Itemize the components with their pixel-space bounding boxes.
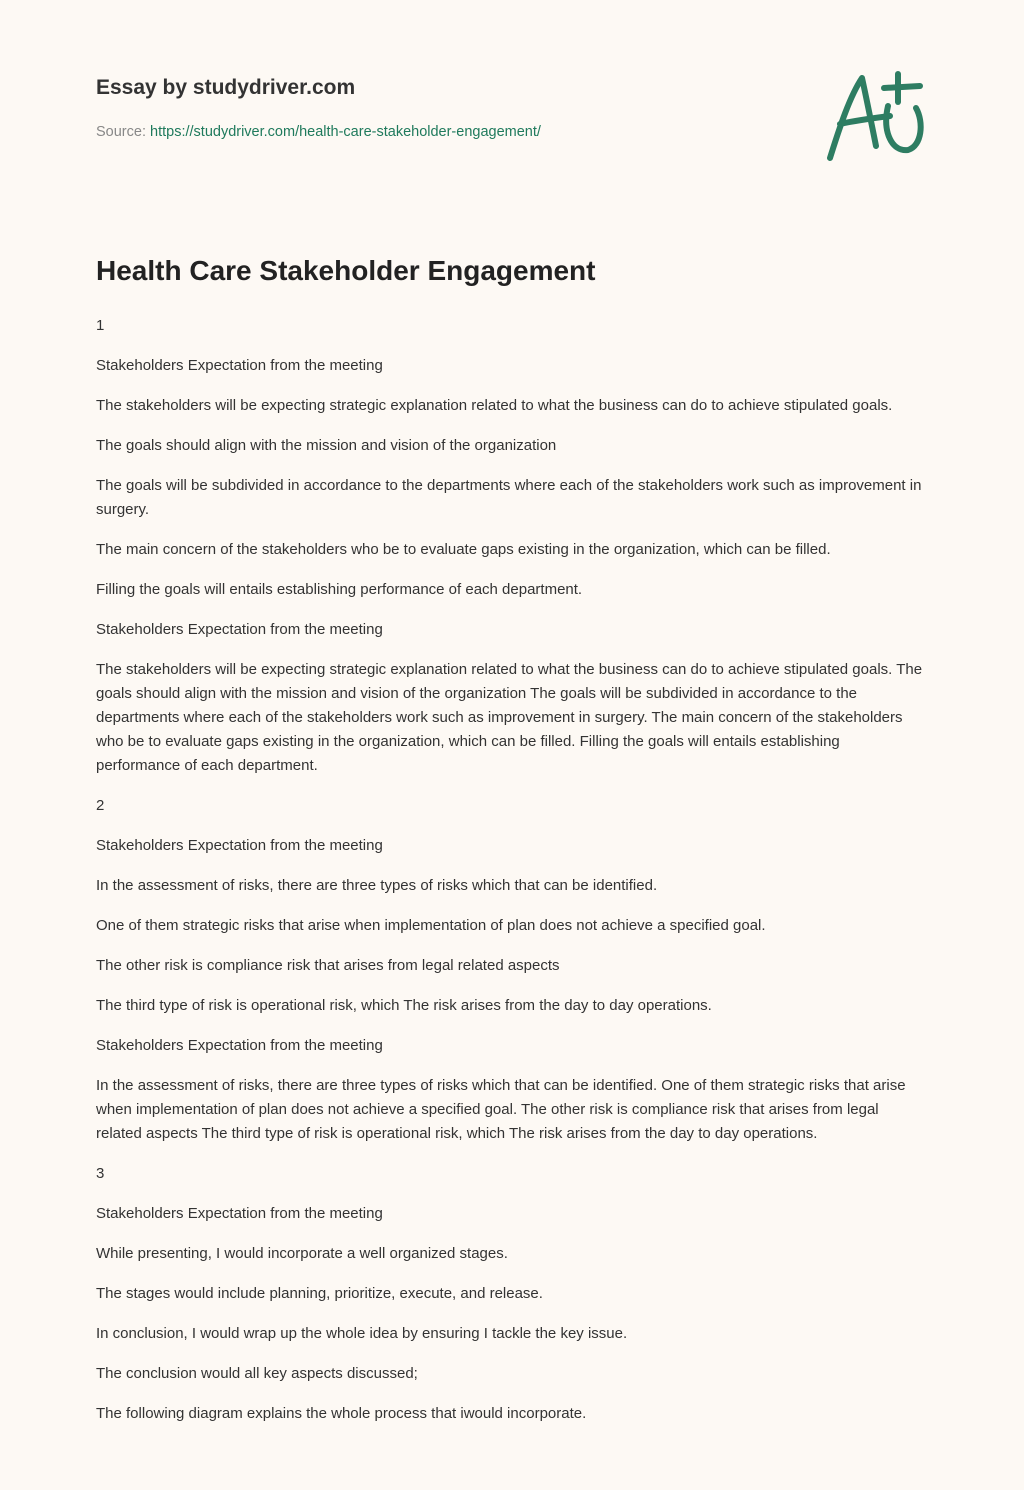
paragraph: The main concern of the stakeholders who be to evaluate gaps existing in the organization, which can be filled. [96,541,831,558]
site-title: Essay by studydriver.com [96,76,356,99]
a-plus-logo-icon [818,66,930,166]
source-label: Source: [96,124,146,140]
paragraph: The other risk is compliance risk that arises from legal related aspects [96,957,560,974]
source-line [96,124,541,140]
paragraph: The goals should align with the mission and vision of the organization [96,437,557,454]
paragraph: The stakeholders will be expecting strategic explanation related to what the business can do to achieve stipulated goals. [96,397,893,414]
source-link[interactable]: https://studydriver.com/health-care-stakeholder-engagement/ [150,124,541,140]
paragraph: Filling the goals will entails establishing performance of each department. [96,581,583,598]
paragraph: In the assessment of risks, there are three types of risks which that can be identified. [96,877,658,894]
document-title: Health Care Stakeholder Engagement [96,255,596,286]
paragraph: In the assessment of risks, there are three types of risks which that can be identified. One of them strategic risks that arise when implementation of plan does not achieve a specified goal. The other risk is compliance risk that arises from legal related aspects The third type of risk is operational risk, which The risk arises from the day to day operations. [96,1077,906,1142]
paragraph: Stakeholders Expectation from the meeting [96,621,383,638]
section-number: 2 [96,797,105,814]
paragraph: The third type of risk is operational risk, which The risk arises from the day to day operations. [96,997,712,1014]
paragraph: Stakeholders Expectation from the meeting [96,837,383,854]
section-number: 1 [96,317,105,334]
section-number: 3 [96,1165,105,1182]
paragraph: One of them strategic risks that arise when implementation of plan does not achieve a specified goal. [96,917,766,934]
paragraph: Stakeholders Expectation from the meeting [96,1037,383,1054]
paragraph: The conclusion would all key aspects discussed; [96,1365,418,1382]
paragraph: The goals will be subdivided in accordance to the departments where each of the stakeholders work such as improvement in surgery. [96,477,922,518]
paragraph: The stakeholders will be expecting strategic explanation related to what the business can do to achieve stipulated goals. The goals should align with the mission and vision of the organization The goals will be subdivided in accordance to the departments where each of the stakeholders work such as improvement in surgery. The main concern of the stakeholders who be to evaluate gaps existing in the organization, which can be filled. Filling the goals will entails establishing performance of each department. [96,661,923,774]
paragraph: Stakeholders Expectation from the meeting [96,1205,383,1222]
paragraph: The stages would include planning, prioritize, execute, and release. [96,1285,543,1302]
paragraph: The following diagram explains the whole process that iwould incorporate. [96,1405,587,1422]
paragraph: In conclusion, I would wrap up the whole idea by ensuring I tackle the key issue. [96,1325,628,1342]
paragraph: While presenting, I would incorporate a well organized stages. [96,1245,508,1262]
document-body [96,314,924,1442]
paragraph: Stakeholders Expectation from the meeting [96,357,383,374]
